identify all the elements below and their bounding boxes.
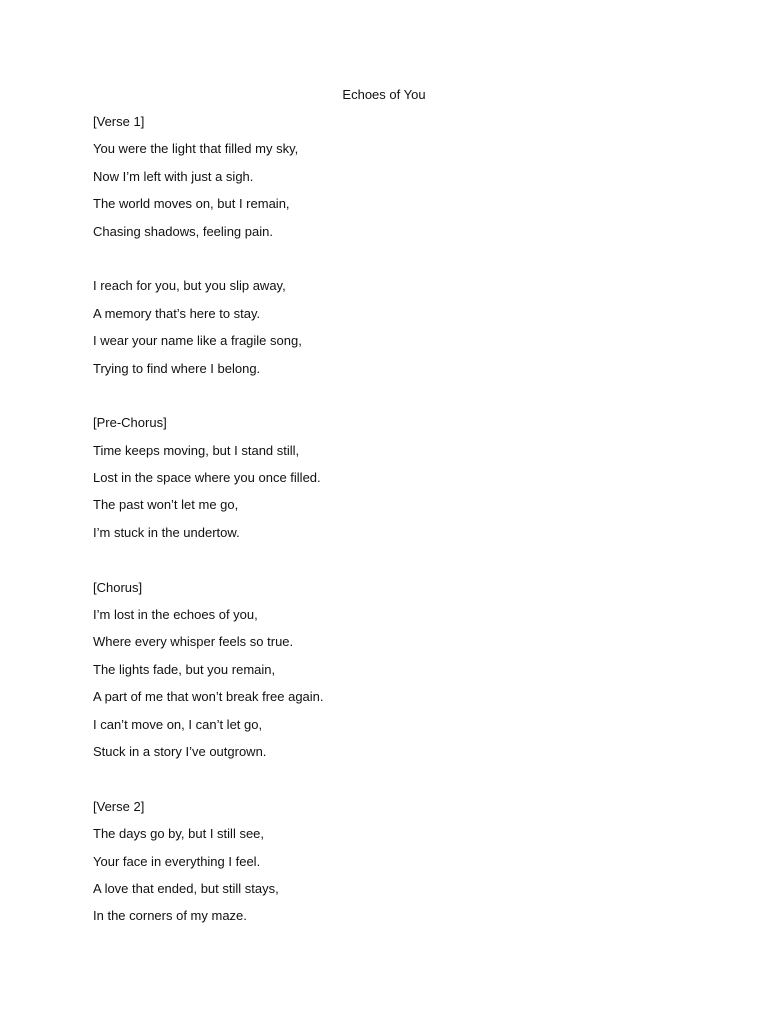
lyric-line: Lost in the space where you once filled. — [93, 470, 321, 486]
lyric-line: The days go by, but I still see, — [93, 826, 265, 842]
lyric-line: Now I’m left with just a sigh. — [93, 168, 254, 184]
lyric-line: Where every whisper feels so true. — [93, 634, 294, 650]
lyric-line: I’m lost in the echoes of you, — [93, 607, 258, 623]
document-title: Echoes of You — [342, 87, 426, 102]
lyric-line: I reach for you, but you slip away, — [93, 278, 286, 294]
stanza-spacer — [93, 250, 693, 277]
lyric-line: Trying to find where I belong. — [93, 360, 261, 376]
lyrics-body — [93, 113, 693, 935]
lyric-line: Chasing shadows, feeling pain. — [93, 223, 273, 239]
section-label-pre-chorus: [Pre-Chorus] — [93, 415, 167, 431]
stanza-spacer — [93, 387, 693, 414]
lyric-line: Time keeps moving, but I stand still, — [93, 442, 300, 458]
lyric-line: In the corners of my maze. — [93, 908, 247, 924]
section-label-verse-2: [Verse 2] — [93, 798, 145, 814]
lyric-line: A love that ended, but still stays, — [93, 880, 279, 896]
lyric-line: I’m stuck in the undertow. — [93, 524, 240, 540]
lyric-line: The past won’t let me go, — [93, 497, 239, 513]
lyric-line: A part of me that won’t break free again. — [93, 689, 324, 705]
stanza-spacer — [93, 551, 693, 578]
lyric-line: You were the light that filled my sky, — [93, 141, 299, 157]
lyric-line: Your face in everything I feel. — [93, 853, 261, 869]
stanza-spacer — [93, 770, 693, 797]
section-label-verse-1: [Verse 1] — [93, 114, 145, 129]
lyric-line: A memory that’s here to stay. — [93, 305, 261, 321]
lyric-line: I can’t move on, I can’t let go, — [93, 716, 263, 732]
lyric-line: Stuck in a story I’ve outgrown. — [93, 743, 267, 759]
lyric-line: The lights fade, but you remain, — [93, 661, 276, 677]
lyric-line: The world moves on, but I remain, — [93, 196, 290, 212]
lyric-line: I wear your name like a fragile song, — [93, 333, 302, 349]
section-label-chorus: [Chorus] — [93, 579, 143, 595]
